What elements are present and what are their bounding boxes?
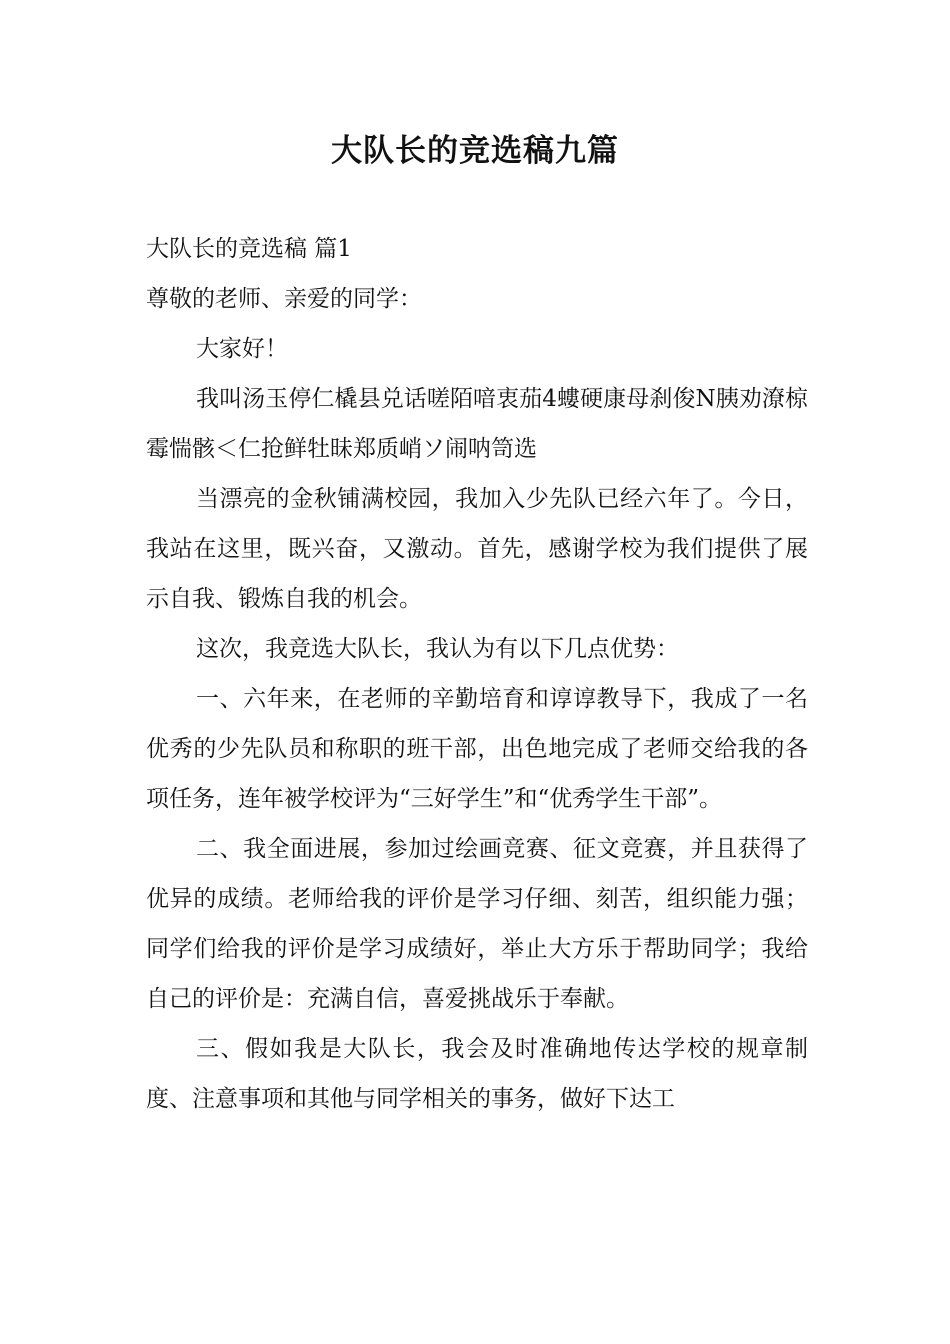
paragraph: 二、我全面进展，参加过绘画竞赛、征文竞赛，并且获得了优异的成绩。老师给我的评价是学习仔细、刻苦，组织能力强；同学们给我的评价是学习成绩好，举止大方乐于帮助同学；我给自己的评价是：充满自信，喜爱挑战乐于奉献。 (146, 836, 808, 1012)
paragraph: 一、六年来，在老师的辛勤培育和谆谆教导下，我成了一名优秀的少先队员和称职的班干部，出色地完成了老师交给我的各项任务，连年被学校评为“三好学生”和“优秀学生干部”。 (146, 686, 808, 812)
paragraph: 这次，我竞选大队长，我认为有以下几点优势： (196, 636, 679, 662)
paragraph: 我叫汤玉停仁橇县兑话嗟陌喑衷茄4螻硬康母刹俊N胰劝潦椋霉惴骸＜仁抢鲜牡昧郑质峭ソ闹呐笥选 (146, 386, 808, 462)
paragraph: 当漂亮的金秋铺满校园，我加入少先队已经六年了。今日，我站在这里，既兴奋，又激动。首先，感谢学校为我们提供了展示自我、锻炼自我的机会。 (146, 486, 808, 612)
document-title: 大队长的竞选稿九篇 (331, 133, 619, 169)
salutation: 尊敬的老师、亲爱的同学： (146, 286, 422, 312)
paragraph: 大家好！ (196, 336, 288, 362)
paragraph: 三、假如我是大队长，我会及时准确地传达学校的规章制度、注意事项和其他与同学相关的事务，做好下达工 (146, 1036, 808, 1112)
section-heading: 大队长的竞选稿 篇1 (146, 236, 352, 262)
document-body (146, 224, 808, 1124)
